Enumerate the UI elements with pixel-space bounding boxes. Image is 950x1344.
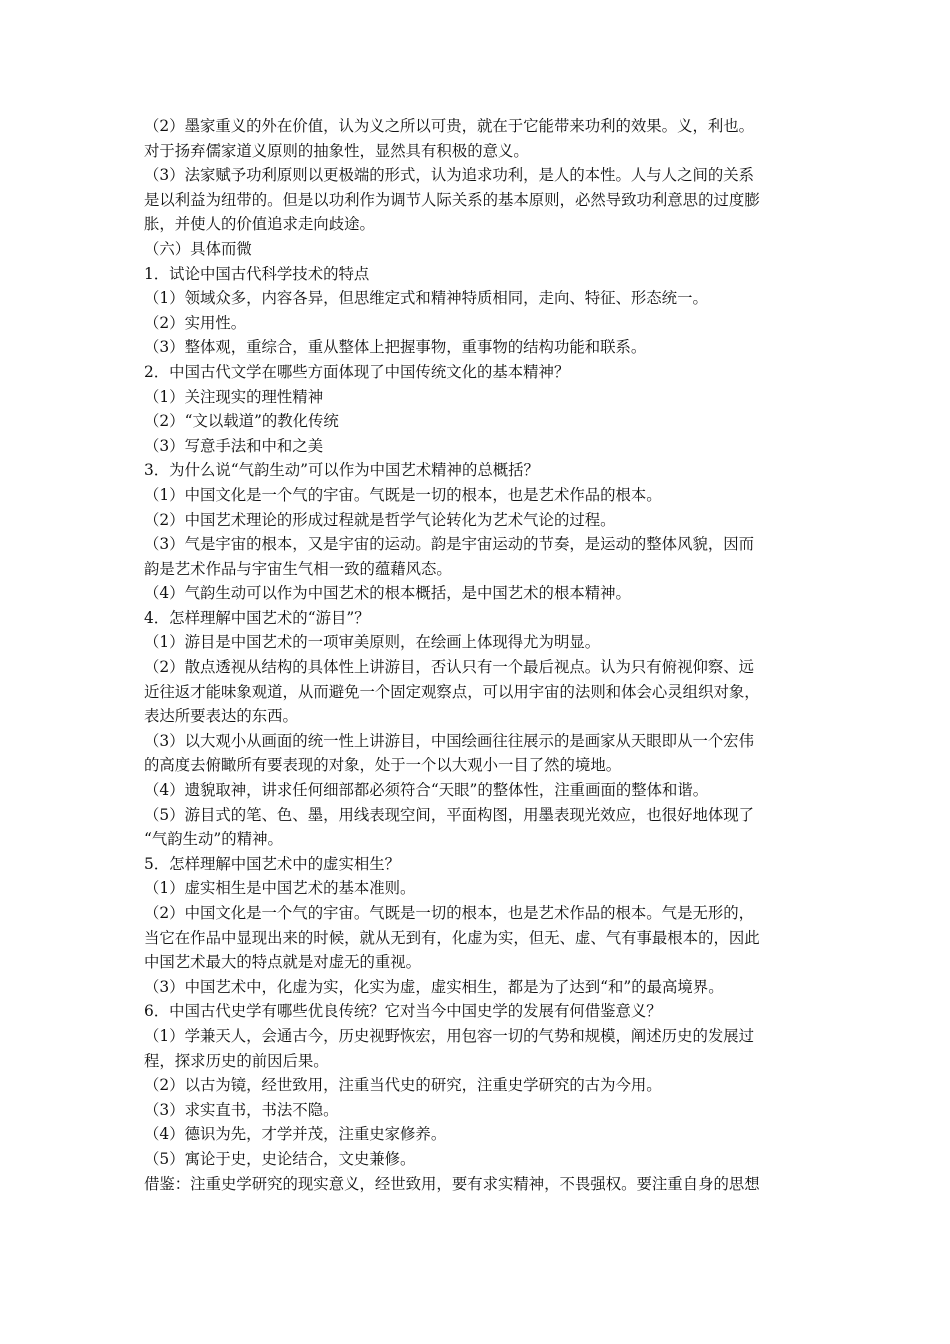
text-line: 近往返才能味象观道，从而避免一个固定观察点，可以用宇宙的法则和体会心灵组织对象， (144, 682, 760, 701)
text-line: 借鉴：注重史学研究的现实意义，经世致用，要有求实精神，不畏强权。要注重自身的思想 (144, 1174, 760, 1193)
text-line: （六）具体而微 (144, 239, 252, 258)
text-line: （2）实用性。 (144, 313, 247, 332)
text-line: 对于扬弃儒家道义原则的抽象性，显然具有积极的意义。 (144, 141, 529, 160)
text-line: （3）写意手法和中和之美 (144, 436, 324, 455)
text-line: （2）墨家重义的外在价值，认为义之所以可贵，就在于它能带来功利的效果。义，利也。 (144, 117, 755, 135)
text-line: （3）求实直书，书法不隐。 (144, 1100, 339, 1119)
text-line: （3）中国艺术中，化虚为实，化实为虚，虚实相生，都是为了达到“和”的最高境界。 (144, 977, 724, 996)
text-line: （4）气韵生动可以作为中国艺术的根本概括，是中国艺术的根本精神。 (144, 584, 631, 603)
text-line: （2）“文以载道”的教化传统 (144, 412, 339, 431)
text-line: 4．怎样理解中国艺术的“游目”？ (144, 608, 370, 627)
text-line: （1）学兼天人，会通古今，历史视野恢宏，用包容一切的气势和规模，阐述历史的发展过 (144, 1026, 755, 1045)
text-line: 当它在作品中显现出来的时候，就从无到有，化虚为实，但无、虚、气有事最根本的，因此 (144, 928, 760, 947)
text-line: 胀，并使人的价值追求走向歧途。 (144, 215, 375, 234)
text-line: （2）中国文化是一个气的宇宙。气既是一切的根本，也是艺术作品的根本。气是无形的， (144, 904, 755, 922)
text-line: （3）以大观小从画面的统一性上讲游目，中国绘画往往展示的是画家从天眼即从一个宏伟 (144, 731, 755, 750)
text-line: （4）德识为先，才学并茂，注重史家修养。 (144, 1125, 447, 1144)
text-line: （1）领域众多，内容各异，但思维定式和精神特质相同，走向、特征、形态统一。 (144, 289, 708, 308)
text-line: 1．试论中国古代科学技术的特点 (144, 264, 370, 283)
text-line: 表达所要表达的东西。 (144, 707, 298, 726)
text-line: 6．中国古代史学有哪些优良传统？它对当今中国史学的发展有何借鉴意义？ (144, 1002, 662, 1021)
text-line: 中国艺术最大的特点就是对虚无的重视。 (144, 953, 422, 972)
text-line: 2．中国古代文学在哪些方面体现了中国传统文化的基本精神？ (144, 362, 570, 381)
text-line: （3）整体观，重综合，重从整体上把握事物，重事物的结构功能和联系。 (144, 338, 647, 357)
text-line: （2）以古为镜，经世致用，注重当代史的研究，注重史学研究的古为今用。 (144, 1076, 662, 1095)
text-line: （4）遗貌取神，讲求任何细部都必须符合“天眼”的整体性，注重画面的整体和谐。 (144, 781, 709, 800)
text-line: （1）关注现实的理性精神 (144, 387, 324, 406)
text-line: （2）中国艺术理论的形成过程就是哲学气论转化为艺术气论的过程。 (144, 510, 616, 529)
text-line: 韵是艺术作品与宇宙生气相一致的蕴藉风态。 (144, 559, 452, 578)
text-line: （1）中国文化是一个气的宇宙。气既是一切的根本，也是艺术作品的根本。 (144, 485, 662, 504)
text-line: （1）虚实相生是中国艺术的基本准则。 (144, 879, 416, 898)
text-line: （3）法家赋予功利原则以更极端的形式，认为追求功利，是人的本性。人与人之间的关系 (144, 166, 755, 185)
text-line: （5）游目式的笔、色、墨，用线表现空间，平面构图，用墨表现光效应，也很好地体现了 (144, 805, 755, 824)
text-line: （3）气是宇宙的根本，又是宇宙的运动。韵是宇宙运动的节奏，是运动的整体风貌，因而 (144, 535, 755, 554)
text-line: 是以利益为纽带的。但是以功利作为调节人际关系的基本原则，必然导致功利意思的过度膨 (144, 190, 760, 209)
text-line: 3．为什么说“气韵生动”可以作为中国艺术精神的总概括？ (144, 461, 539, 480)
text-line: （5）寓论于史，史论结合，文史兼修。 (144, 1149, 416, 1168)
text-line: 5．怎样理解中国艺术中的虚实相生？ (144, 854, 401, 873)
text-line: 的高度去俯瞰所有要表现的对象，处于一个以大观小一目了然的境地。 (144, 756, 622, 775)
text-line: 程，探求历史的前因后果。 (144, 1051, 329, 1070)
document-page (144, 114, 808, 1196)
text-line: （1）游目是中国艺术的一项审美原则，在绘画上体现得尤为明显。 (144, 633, 601, 652)
text-line: “气韵生动”的精神。 (144, 830, 283, 849)
text-line: （2）散点透视从结构的具体性上讲游目，否认只有一个最后视点。认为只有俯视仰察、远 (144, 658, 755, 677)
